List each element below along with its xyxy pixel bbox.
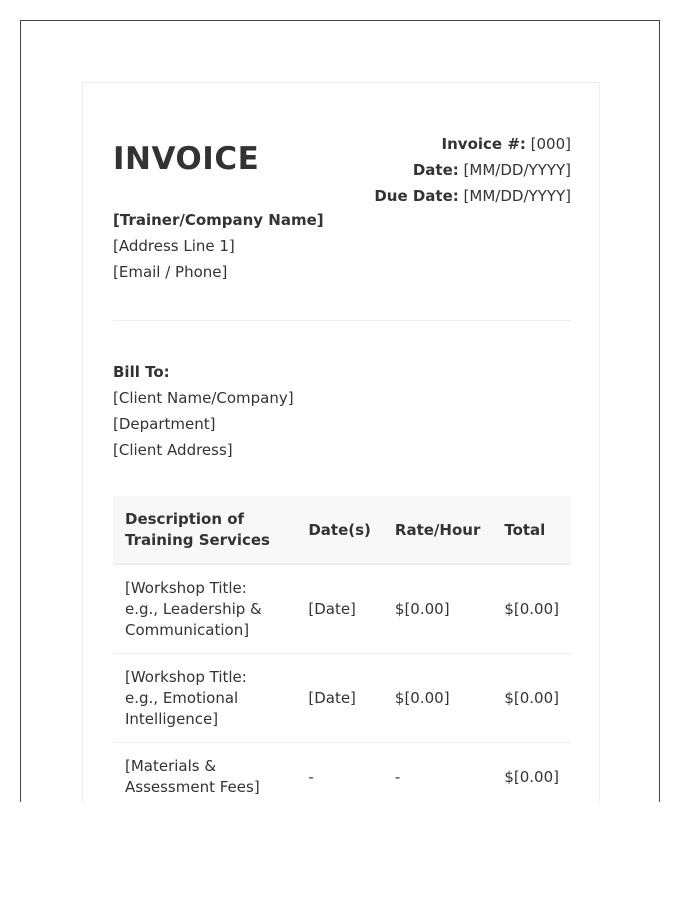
sender-block bbox=[113, 207, 324, 285]
row-description: [Materials & Assessment Fees] bbox=[113, 743, 296, 803]
table-row bbox=[113, 564, 571, 654]
header-rate: Rate/Hour bbox=[383, 496, 492, 564]
client-department: [Department] bbox=[113, 415, 216, 433]
client-name: [Client Name/Company] bbox=[113, 389, 294, 407]
header-description: Description of Training Services bbox=[113, 496, 296, 564]
due-date-label: Due Date: bbox=[374, 187, 459, 205]
bill-to-label: Bill To: bbox=[113, 363, 170, 381]
invoice-title: INVOICE bbox=[113, 141, 260, 177]
row-date: [Date] bbox=[296, 564, 383, 654]
due-date-value: [MM/DD/YYYY] bbox=[458, 187, 571, 205]
row-total: $[0.00] bbox=[492, 564, 571, 654]
invoice-paper bbox=[82, 82, 600, 802]
row-rate: - bbox=[383, 743, 492, 803]
client-address: [Client Address] bbox=[113, 441, 233, 459]
row-rate: $[0.00] bbox=[383, 654, 492, 743]
row-total: $[0.00] bbox=[492, 654, 571, 743]
invoice-date-line bbox=[374, 157, 571, 183]
section-divider bbox=[113, 320, 571, 321]
document-viewport bbox=[20, 20, 660, 802]
sender-address: [Address Line 1] bbox=[113, 237, 235, 255]
sender-contact: [Email / Phone] bbox=[113, 263, 228, 281]
row-date: - bbox=[296, 743, 383, 803]
row-description: [Workshop Title: e.g., Leadership & Communication] bbox=[113, 564, 296, 654]
bill-to-block bbox=[113, 359, 294, 463]
invoice-number-line bbox=[374, 131, 571, 157]
table-row bbox=[113, 743, 571, 803]
row-total: $[0.00] bbox=[492, 743, 571, 803]
sender-name: [Trainer/Company Name] bbox=[113, 211, 324, 229]
due-date-line bbox=[374, 183, 571, 209]
header-dates: Date(s) bbox=[296, 496, 383, 564]
table-header-row bbox=[113, 496, 571, 564]
table-row bbox=[113, 654, 571, 743]
services-table bbox=[113, 496, 571, 802]
invoice-date-value: [MM/DD/YYYY] bbox=[458, 161, 571, 179]
invoice-date-label: Date: bbox=[412, 161, 459, 179]
row-date: [Date] bbox=[296, 654, 383, 743]
row-rate: $[0.00] bbox=[383, 564, 492, 654]
header-total: Total bbox=[492, 496, 571, 564]
row-description: [Workshop Title: e.g., Emotional Intelligence] bbox=[113, 654, 296, 743]
invoice-meta bbox=[374, 131, 571, 209]
invoice-number-value: [000] bbox=[525, 135, 571, 153]
invoice-number-label: Invoice #: bbox=[441, 135, 526, 153]
